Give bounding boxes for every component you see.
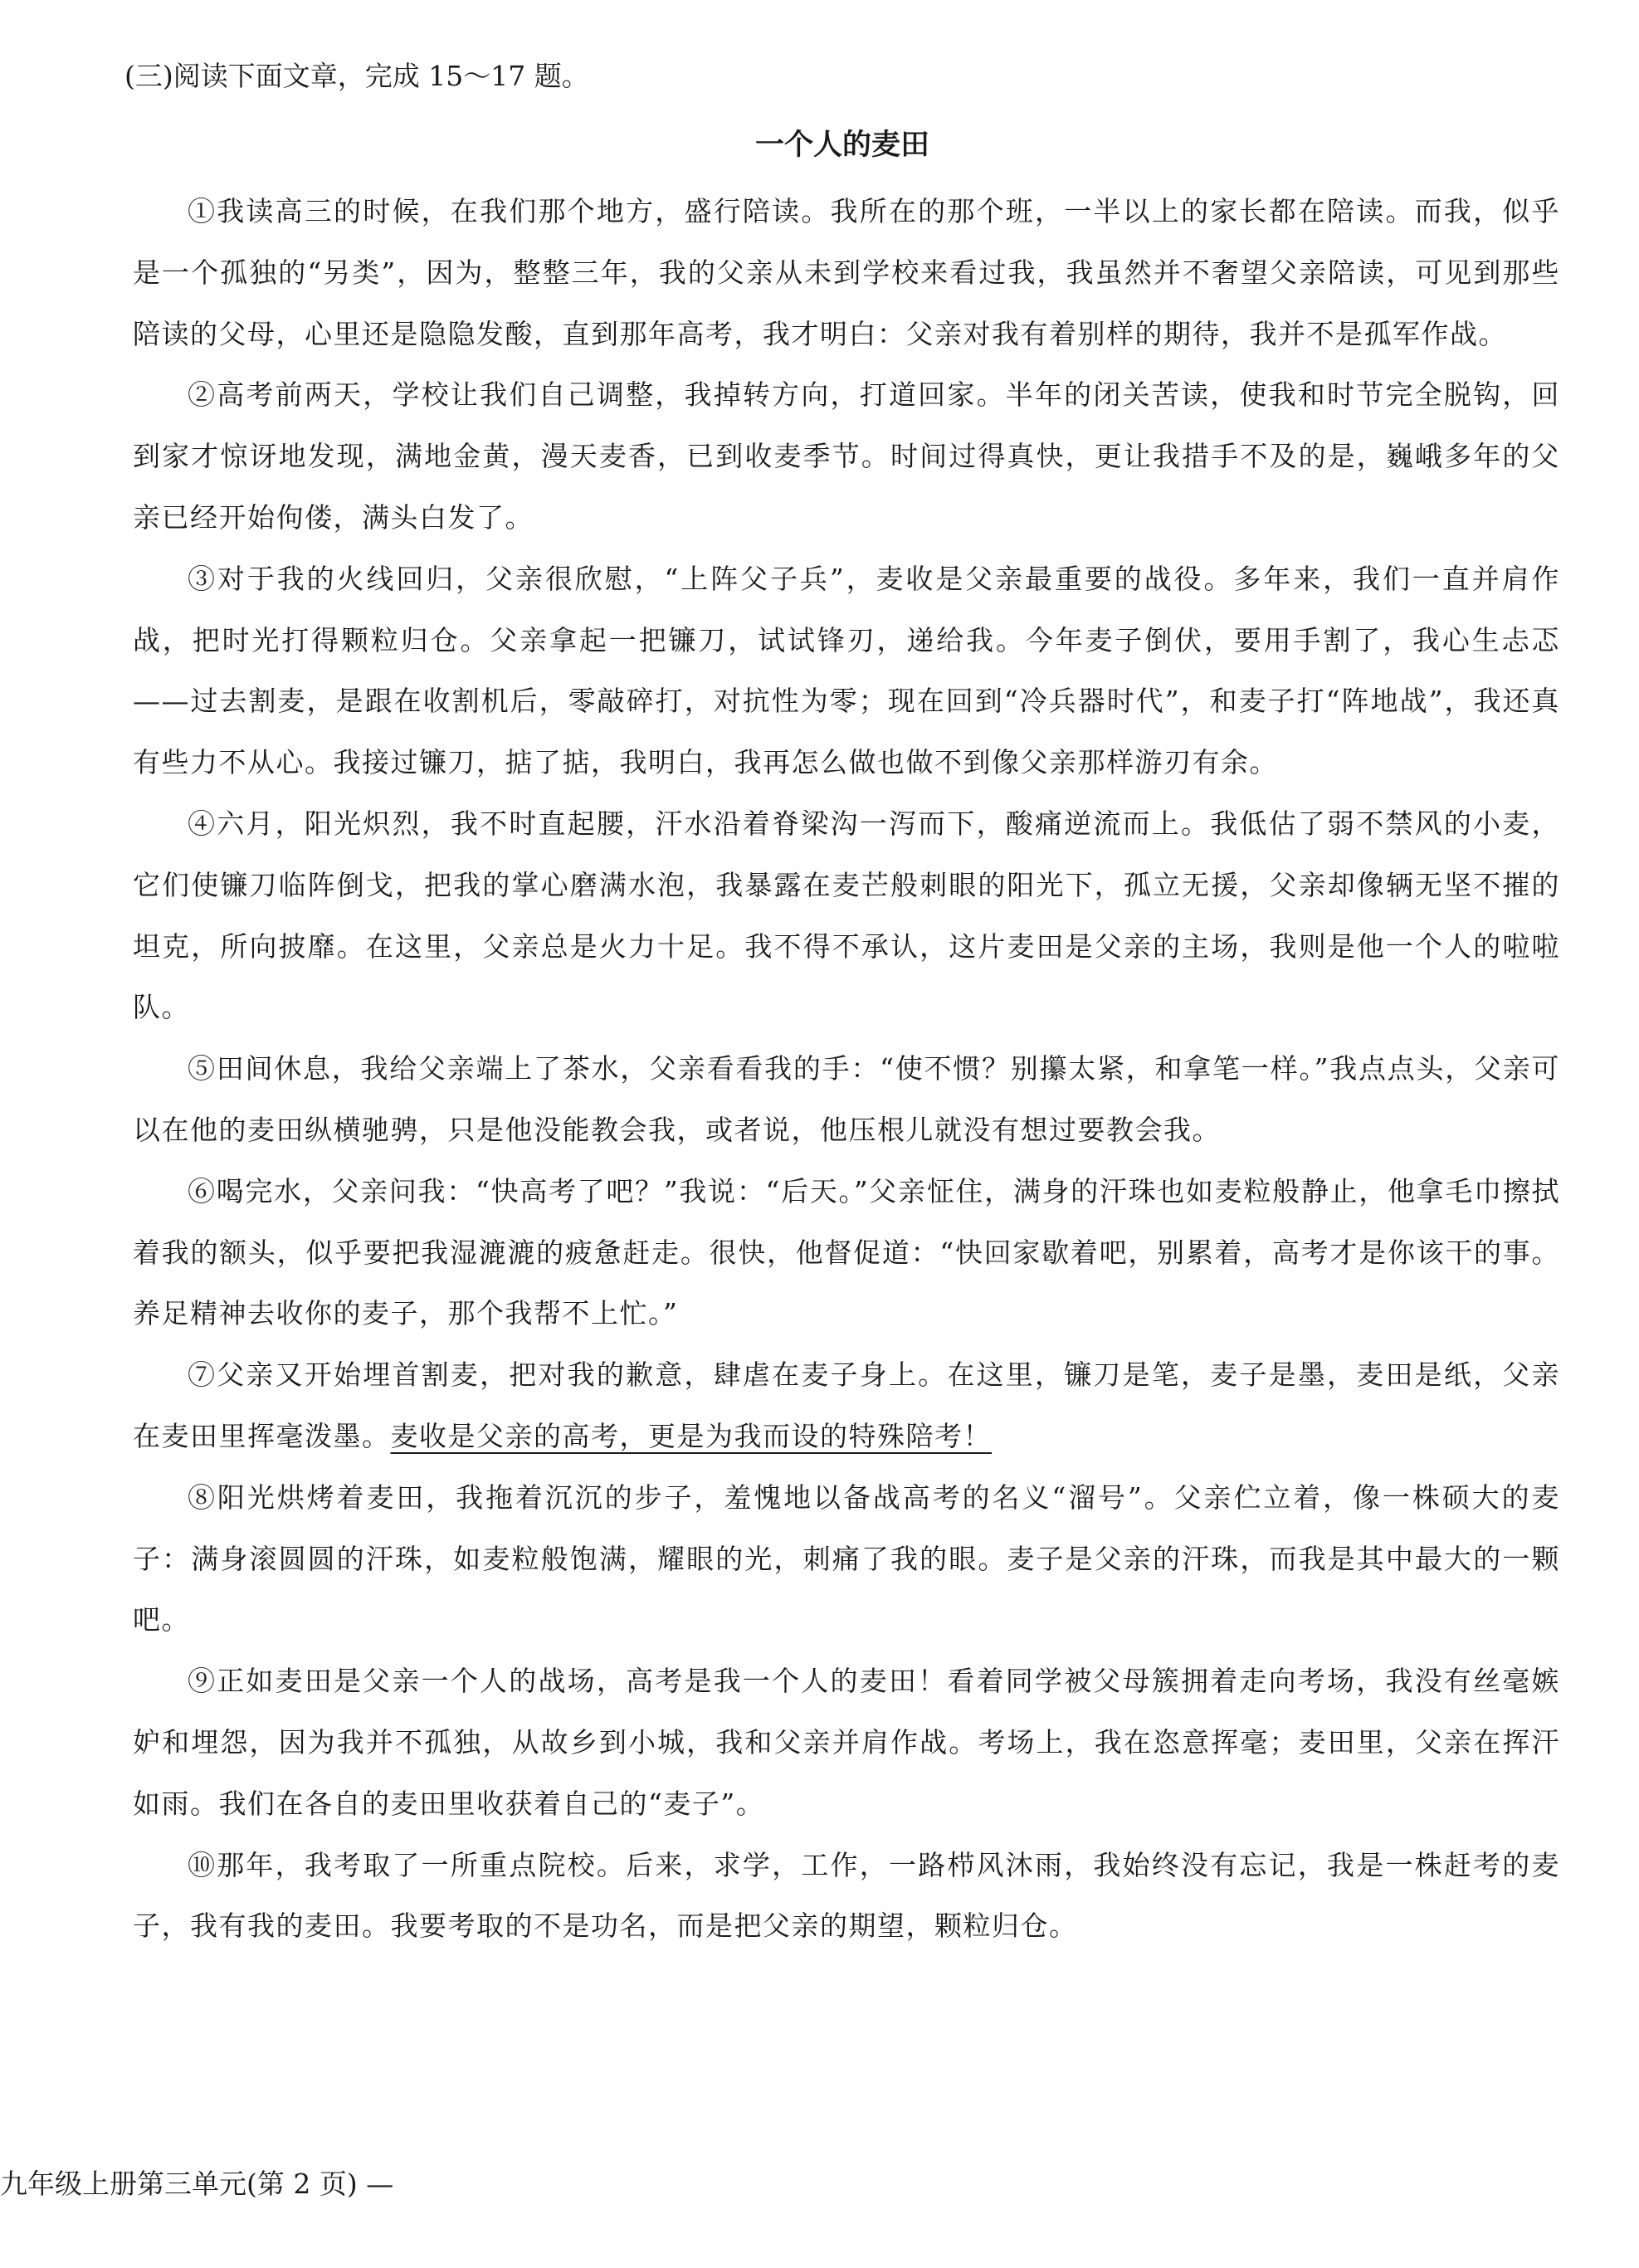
paragraph-4: ④六月，阳光炽烈，我不时直起腰，汗水沿着脊梁沟一泻而下，酸痛逆流而上。我低估了弱不禁风的小麦，它们使镰刀临阵倒戈，把我的掌心磨满水泡，我暴露在麦芒般刺眼的阳光下，孤立无援，父亲却像辆无坚不摧的坦克，所向披靡。在这里，父亲总是火力十足。我不得不承认，这片麦田是父亲的主场，我则是他一个人的啦啦队。	[133, 807, 1560, 1024]
article-title: 一个人的麦田	[754, 129, 929, 162]
paragraph-9: ⑨正如麦田是父亲一个人的战场，高考是我一个人的麦田！看着同学被父母簇拥着走向考场，我没有丝毫嫉妒和埋怨，因为我并不孤独，从故乡到小城，我和父亲并肩作战。考场上，我在恣意挥毫；麦田里，父亲在挥汗如雨。我们在各自的麦田里收获着自己的“麦子”。	[133, 1665, 1560, 1820]
article-body	[133, 181, 1560, 1957]
paragraph-1: ①我读高三的时候，在我们那个地方，盛行陪读。我所在的那个班，一半以上的家长都在陪读。而我，似乎是一个孤独的“另类”，因为，整整三年，我的父亲从未到学校来看过我，我虽然并不奢望父亲陪读，可见到那些陪读的父母，心里还是隐隐发酸，直到那年高考，我才明白：父亲对我有着别样的期待，我并不是孤军作战。	[133, 195, 1560, 350]
paragraph-2: ②高考前两天，学校让我们自己调整，我掉转方向，打道回家。半年的闭关苦读，使我和时节完全脱钩，回到家才惊讶地发现，满地金黄，漫天麦香，已到收麦季节。时间过得真快，更让我措手不及的是，巍峨多年的父亲已经开始佝偻，满头白发了。	[133, 378, 1560, 534]
paragraph-7-text: ⑦父亲又开始埋首割麦，把对我的歉意，肆虐在麦子身上。在这里，镰刀是笔，麦子是墨，麦田是纸，父亲在麦田里挥毫泼墨。	[133, 1358, 1560, 1452]
paragraph-6: ⑥喝完水，父亲问我：“快高考了吧？”我说：“后天。”父亲怔住，满身的汗珠也如麦粒般静止，他拿毛巾擦拭着我的额头，似乎要把我湿漉漉的疲惫赶走。很快，他督促道：“快回家歇着吧，别累着，高考才是你该干的事。养足精神去收你的麦子，那个我帮不上忙。”	[133, 1174, 1560, 1330]
section-header: (三)阅读下面文章，完成 15～17 题。	[124, 60, 589, 92]
underlined-sentence: 麦收是父亲的高考，更是为我而设的特殊陪考！	[390, 1419, 992, 1452]
paragraph-10: ⑩那年，我考取了一所重点院校。后来，求学，工作，一路栉风沐雨，我始终没有忘记，我是一株赶考的麦子，我有我的麦田。我要考取的不是功名，而是把父亲的期望，颗粒归仓。	[133, 1848, 1560, 1943]
paragraph-5: ⑤田间休息，我给父亲端上了茶水，父亲看看我的手：“使不惯？别攥太紧，和拿笔一样。”我点点头，父亲可以在他的麦田纵横驰骋，只是他没能教会我，或者说，他压根儿就没有想过要教会我。	[133, 1052, 1560, 1146]
paragraph-8: ⑧阳光烘烤着麦田，我拖着沉沉的步子，羞愧地以备战高考的名义“溜号”。父亲伫立着，像一株硕大的麦子：满身滚圆圆的汗珠，如麦粒般饱满，耀眼的光，刺痛了我的眼。麦子是父亲的汗珠，而我是其中最大的一颗吧。	[133, 1480, 1560, 1636]
paragraph-7	[133, 1344, 1560, 1467]
paragraph-3: ③对于我的火线回归，父亲很欣慰，“上阵父子兵”，麦收是父亲最重要的战役。多年来，我们一直并肩作战，把时光打得颗粒归仓。父亲拿起一把镰刀，试试锋刃，递给我。今年麦子倒伏，要用手割了，我心生忐忑——过去割麦，是跟在收割机后，零敲碎打，对抗性为零；现在回到“冷兵器时代”，和麦子打“阵地战”，我还真有些力不从心。我接过镰刀，掂了掂，我明白，我再怎么做也做不到像父亲那样游刃有余。	[133, 562, 1560, 779]
page-footer: 九年级上册第三单元(第 2 页) —	[0, 2168, 394, 2200]
